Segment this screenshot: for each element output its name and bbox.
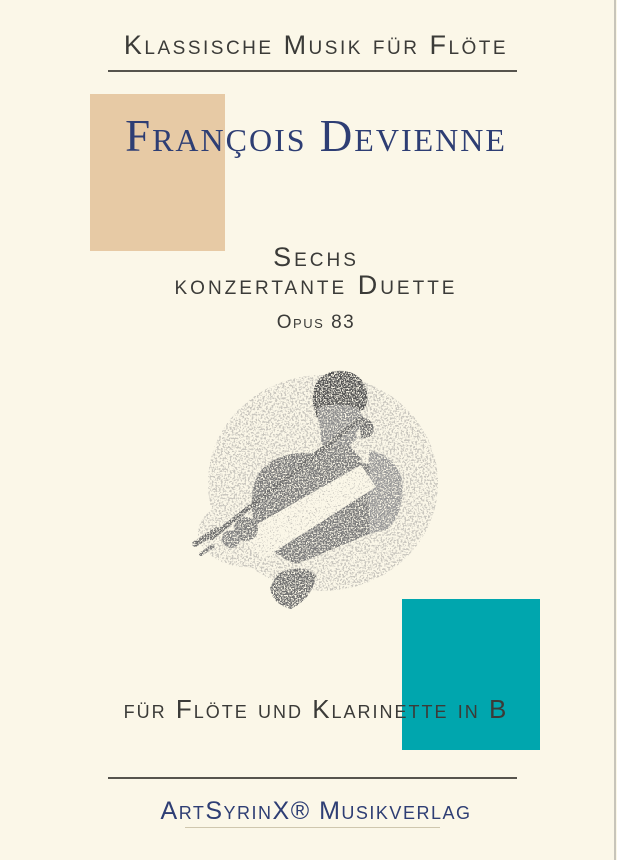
publisher-name: ArtSyrinX® Musikverlag <box>160 797 472 825</box>
bottom-hairline <box>185 827 440 828</box>
header-rule <box>108 70 517 72</box>
work-title-line2: konzertante Duette <box>174 270 458 300</box>
composer-name: François Devienne <box>125 111 507 161</box>
footer-rule <box>108 777 517 779</box>
series-title: Klassische Musik für Flöte <box>123 30 509 60</box>
work-title-line1: Sechs <box>273 242 359 272</box>
opus-number: Opus 83 <box>276 312 356 333</box>
flutist-engraving-image <box>183 358 463 613</box>
teal-accent-rectangle <box>402 599 540 750</box>
instrumentation-text: für Flöte und Klarinette in B <box>123 694 509 724</box>
